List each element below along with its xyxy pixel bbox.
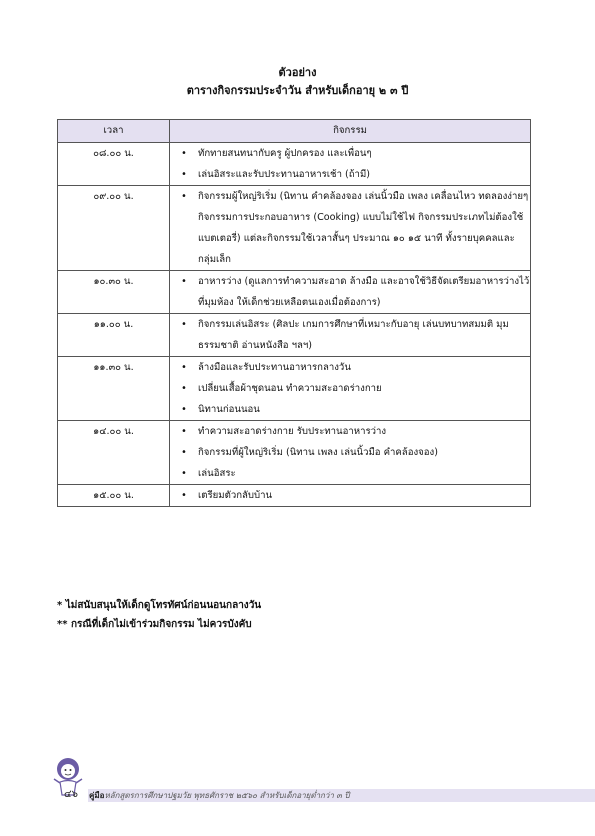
- bullet-icon: •: [181, 169, 187, 180]
- time-cell: ๑๔.๐๐ น.: [58, 421, 170, 485]
- bullet-icon: •: [181, 319, 187, 330]
- bullet-icon: •: [181, 362, 187, 373]
- activity-text: อาหารว่าง (ดูแลการทำความสะอาด ล้างมือ และอาจใช้วิธีจัดเตรียมอาหารว่างไว้ที่มุมห้อง ให้เด็กช่วยเหลือตนเองเมื่อต้องการ): [198, 276, 530, 308]
- bullet-icon: •: [181, 404, 187, 415]
- header-activities: กิจกรรม: [170, 120, 531, 143]
- footer-text: [89, 789, 350, 802]
- bullet-icon: •: [181, 490, 187, 501]
- time-cell: ๑๑.๐๐ น.: [58, 314, 170, 357]
- activity-item: [170, 143, 530, 164]
- activity-item: [170, 378, 530, 399]
- page-number: ๔๖: [64, 789, 78, 800]
- bullet-icon: •: [181, 447, 187, 458]
- activity-text: เตรียมตัวกลับบ้าน: [198, 490, 273, 501]
- table-row: [58, 186, 531, 271]
- activities-cell: [170, 485, 531, 507]
- activity-text: เล่นอิสระ: [198, 468, 236, 479]
- table-row: [58, 421, 531, 485]
- note-1: * ไม่สนับสนุนให้เด็กดูโทรทัศน์ก่อนนอนกลางวัน: [57, 600, 262, 611]
- table-header-row: [58, 120, 531, 143]
- activities-cell: [170, 421, 531, 485]
- time-cell: ๐๙.๐๐ น.: [58, 186, 170, 271]
- activity-item: [170, 485, 530, 506]
- bullet-icon: •: [181, 276, 187, 287]
- document-heading: ตัวอย่าง: [278, 66, 317, 79]
- activity-item: [170, 186, 530, 270]
- activity-item: [170, 442, 530, 463]
- bullet-icon: •: [181, 148, 187, 159]
- time-cell: ๑๕.๐๐ น.: [58, 485, 170, 507]
- activity-text: กิจกรรมเล่นอิสระ (ศิลปะ เกมการศึกษาที่เหมาะกับอายุ เล่นบทบาทสมมติ มุมธรรมชาติ อ่านหนังสือ ฯลฯ): [198, 319, 509, 351]
- activities-cell: [170, 186, 531, 271]
- document-subheading: ตารางกิจกรรมประจำวัน สำหรับเด็กอายุ ๒ ๓ ปี: [186, 84, 409, 97]
- activity-text: ทำความสะอาดร่างกาย รับประทานอาหารว่าง: [198, 426, 387, 437]
- activity-item: [170, 164, 530, 185]
- activity-item: [170, 399, 530, 420]
- activity-text: กิจกรรมผู้ใหญ่ริเริ่ม (นิทาน คำคล้องจอง เล่นนิ้วมือ เพลง เคลื่อนไหว ทดลองง่ายๆ กิจกรรมการประกอบอาหาร (Cooking) แบบไม่ใช้ไฟ กิจกรรมประเภทไม่ต้องใช้แบตเตอรี่) แต่ละกิจกรรมใช้เวลาสั้นๆ ประมาณ ๑๐ ๑๕ นาที ทั้งรายบุคคลและกลุ่มเล็ก: [198, 191, 529, 265]
- schedule-table: [57, 119, 531, 507]
- table-row: [58, 357, 531, 421]
- activity-text: ทักทายสนทนากับครู ผู้ปกครอง และเพื่อนๆ: [198, 148, 372, 159]
- bullet-icon: •: [181, 426, 187, 437]
- note-2: ** กรณีที่เด็กไม่เข้าร่วมกิจกรรม ไม่ควรบังคับ: [57, 619, 252, 630]
- table-row: [58, 143, 531, 186]
- footer-caption: หลักสูตรการศึกษาปฐมวัย พุทธศักราช ๒๕๖๐ สำหรับเด็กอายุต่ำกว่า ๓ ปี: [104, 791, 350, 800]
- activities-cell: [170, 143, 531, 186]
- activity-text: เล่นอิสระและรับประทานอาหารเช้า (ถ้ามี): [198, 169, 371, 180]
- activity-text: ล้างมือและรับประทานอาหารกลางวัน: [198, 362, 351, 373]
- activity-item: [170, 314, 530, 356]
- bullet-icon: •: [181, 383, 187, 394]
- activity-item: [170, 271, 530, 313]
- footer-brand: คู่มือ: [89, 791, 105, 800]
- activities-cell: [170, 271, 531, 314]
- activity-text: กิจกรรมที่ผู้ใหญ่ริเริ่ม (นิทาน เพลง เล่นนิ้วมือ คำคล้องจอง): [198, 447, 438, 458]
- bullet-icon: •: [181, 191, 187, 202]
- activity-item: [170, 463, 530, 484]
- activities-cell: [170, 357, 531, 421]
- table-row: [58, 485, 531, 507]
- table-row: [58, 271, 531, 314]
- activity-item: [170, 421, 530, 442]
- bullet-icon: •: [181, 468, 187, 479]
- table-row: [58, 314, 531, 357]
- activity-text: นิทานก่อนนอน: [198, 404, 260, 415]
- activity-item: [170, 357, 530, 378]
- activity-text: เปลี่ยนเสื้อผ้าชุดนอน ทำความสะอาดร่างกาย: [198, 383, 382, 394]
- time-cell: ๑๑.๓๐ น.: [58, 357, 170, 421]
- header-time: เวลา: [58, 120, 170, 143]
- time-cell: ๐๘.๐๐ น.: [58, 143, 170, 186]
- activities-cell: [170, 314, 531, 357]
- time-cell: ๑๐.๓๐ น.: [58, 271, 170, 314]
